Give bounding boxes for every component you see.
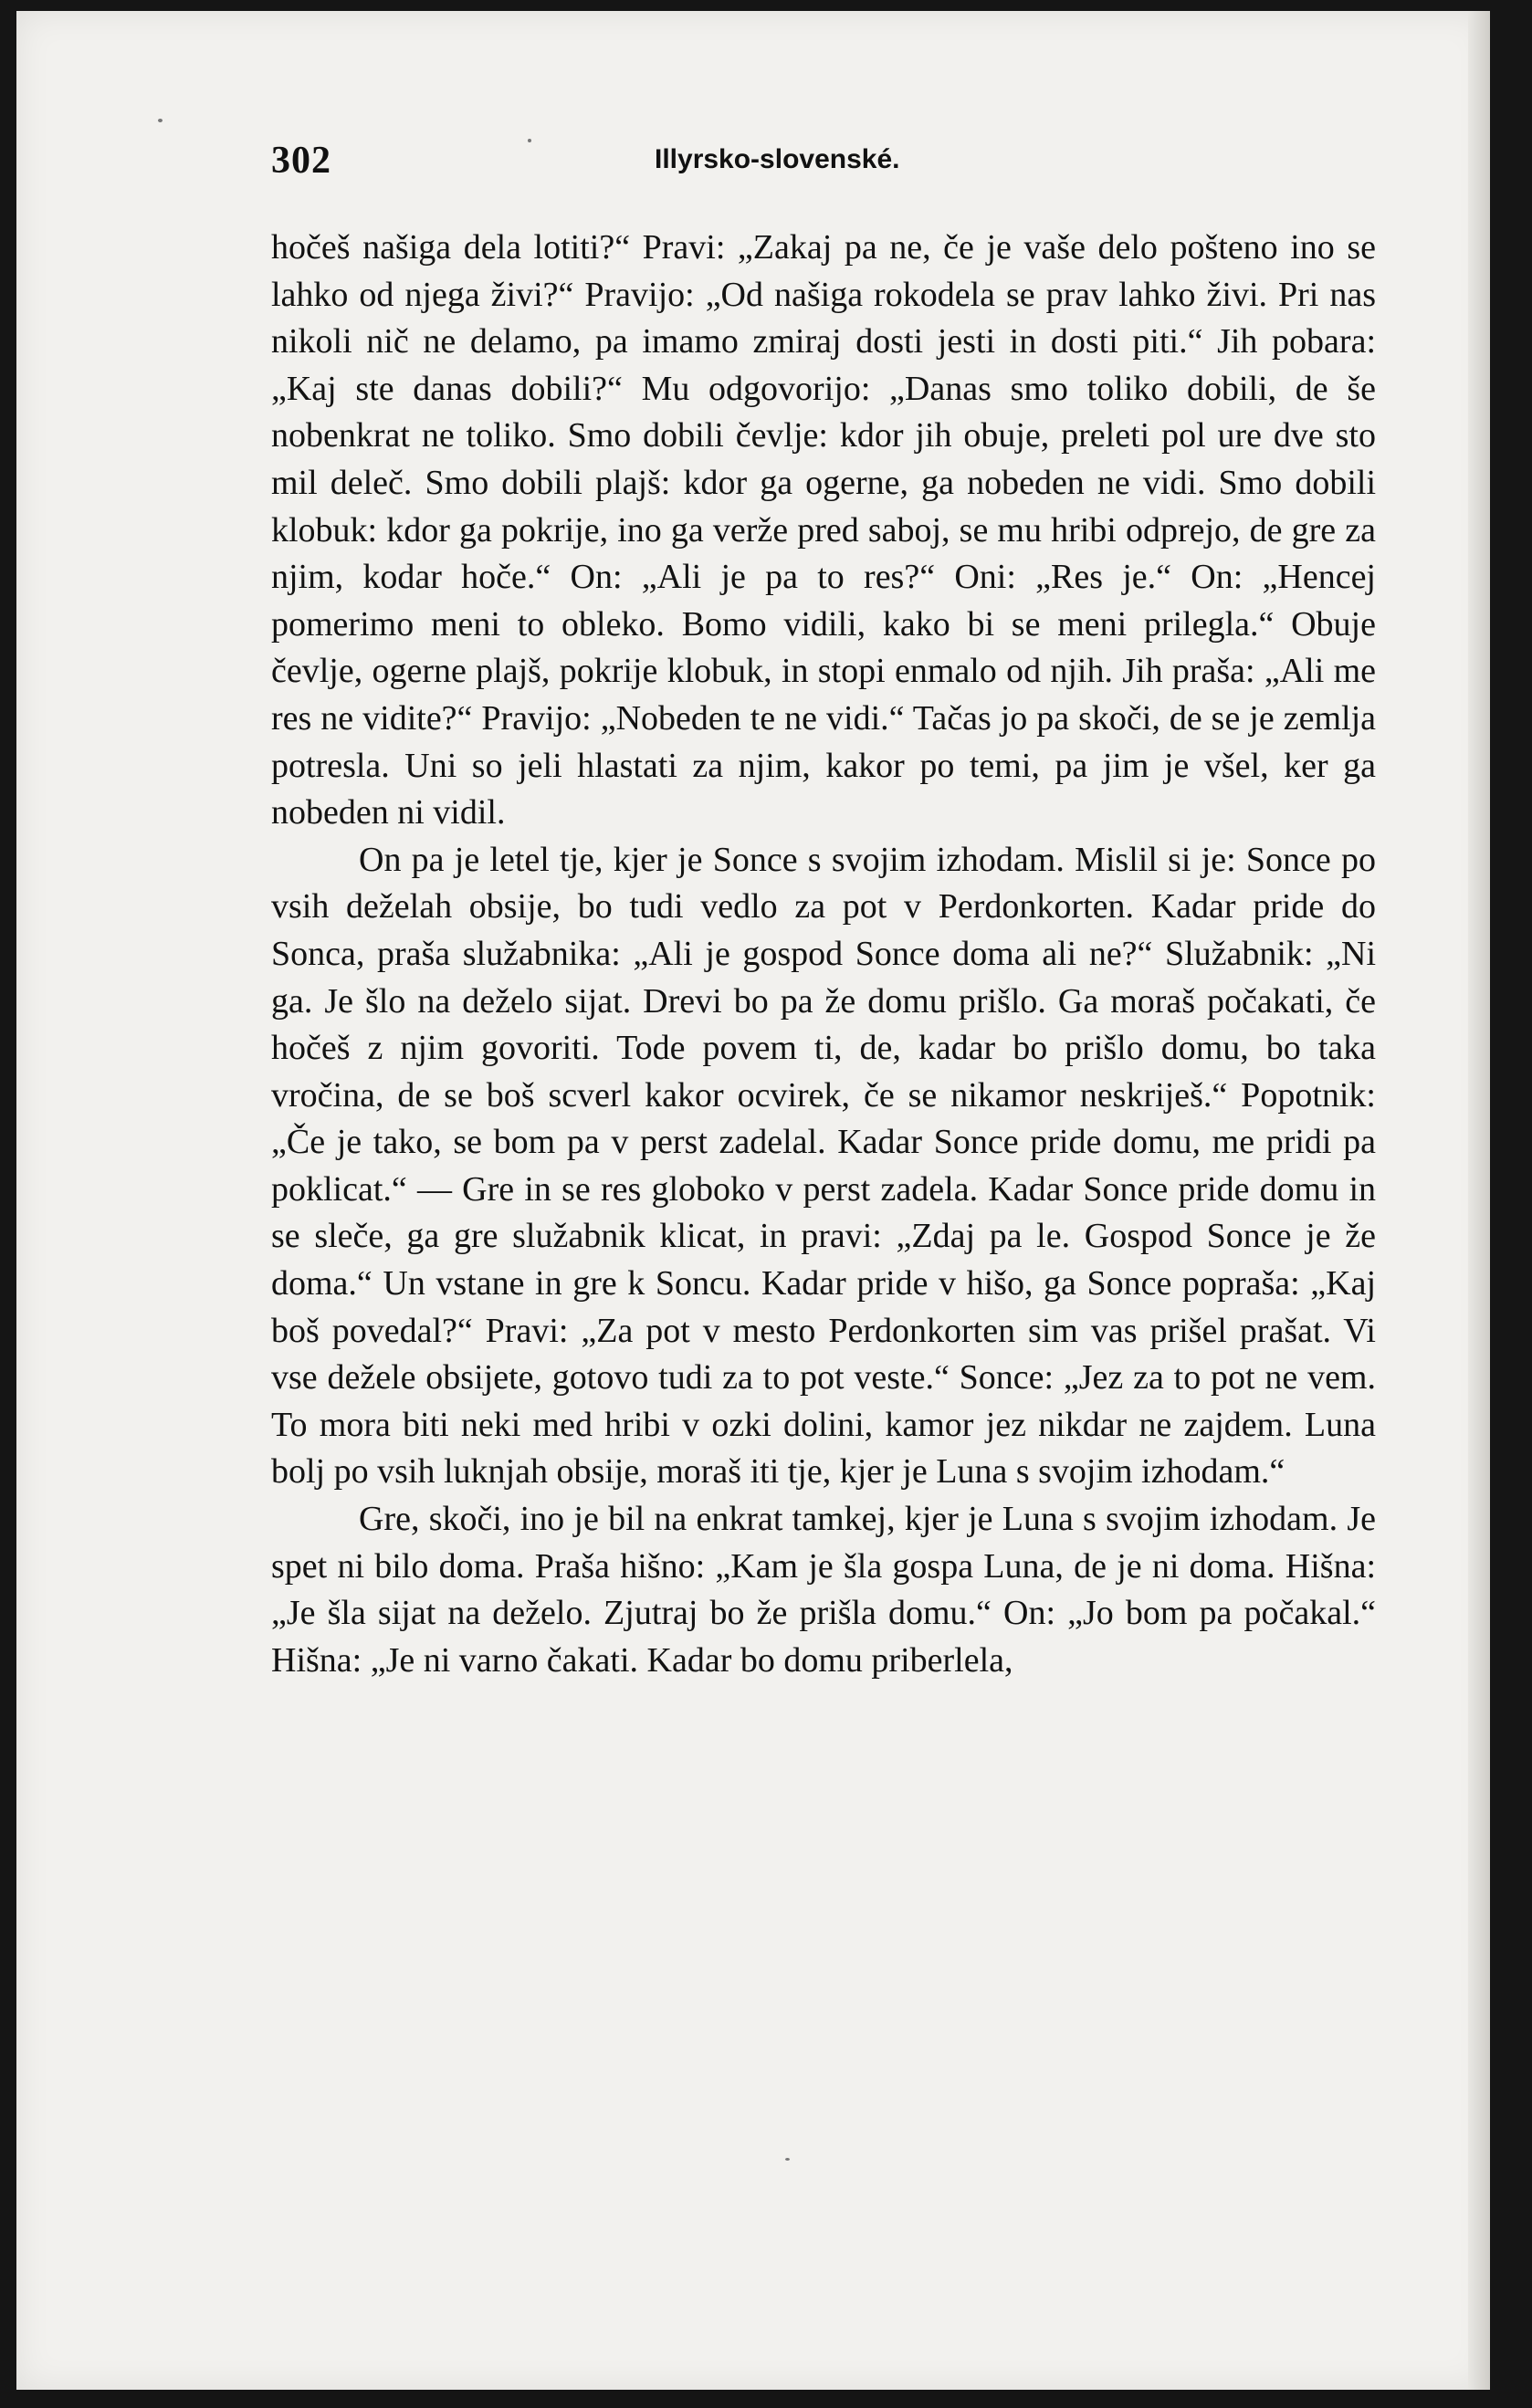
running-title: Illyrsko-slovenské.	[655, 144, 900, 174]
body-text	[271, 225, 1376, 1684]
dust-speck	[785, 2158, 790, 2161]
paragraph-1: hočeš našiga dela lotiti?“ Pravi: „Zakaj pa ne, če je vaše delo pošteno ino se lahko od njega živi?“ Pravijo: „Od našiga rokodela se prav lahko živi. Pri nas nikoli nič ne delamo, pa imamo zmiraj dosti jesti in dosti piti.“ Jih pobara: „Kaj ste danas dobili?“ Mu odgovorijo: „Danas smo toliko dobili, de še nobenkrat ne toliko. Smo dobili čevlje: kdor jih obuje, preleti pol ure dve sto mil deleč. Smo dobili plajš: kdor ga ogerne, ga nobeden ne vidi. Smo dobili klobuk: kdor ga pokrije, ino ga verže pred saboj, se mu hribi odprejo, de gre za njim, kodar hoče.“ On: „Ali je pa to res?“ Oni: „Res je.“ On: „Hencej pomerimo meni to obleko. Bomo vidili, kako bi se meni prilegla.“ Obuje čevlje, ogerne plajš, pokrije klobuk, in stopi enmalo od njih. Jih praša: „Ali me res ne vidite?“ Pravijo: „Nobeden te ne vidi.“ Tačas jo pa skoči, de se je zemlja potresla. Uni so jeli hlastati za njim, kakor po temi, pa jim je všel, ker ga nobeden ni vidil.	[271, 228, 1376, 832]
page-number: 302	[271, 140, 331, 182]
dust-speck	[158, 119, 163, 122]
paragraph-3: Gre, skoči, ino je bil na enkrat tamkej, kjer je Luna s svojim izhodam. Je spet ni bilo doma. Praša hišno: „Kam je šla gospa Luna, de je ni doma. Hišna: „Je šla sijat na deželo. Zjutraj bo že prišla domu.“ On: „Jo bom pa počakal.“ Hišna: „Je ni varno čakati. Kadar bo domu priberlela,	[271, 1500, 1376, 1680]
paragraph-2: On pa je letel tje, kjer je Sonce s svojim izhodam. Mislil si je: Sonce po vsih deželah obsije, bo tudi vedlo za pot v Perdonkorten. Kadar pride do Sonca, praša služabnika: „Ali je gospod Sonce doma ali ne?“ Služabnik: „Ni ga. Je šlo na deželo sijat. Drevi bo pa že domu prišlo. Ga moraš počakati, če hočeš z njim govoriti. Tode povem ti, de, kadar bo prišlo domu, bo taka vročina, de se boš scverl kakor ocvirek, če se nikamor neskriješ.“ Popotnik: „Če je tako, se bom pa v perst zadelal. Kadar Sonce pride domu, me pridi pa poklicat.“ — Gre in se res globoko v perst zadela. Kadar Sonce pride domu in se sleče, ga gre služabnik klicat, in pravi: „Zdaj pa le. Gospod Sonce je že doma.“ Un vstane in gre k Soncu. Kadar pride v hišo, ga Sonce popraša: „Kaj boš povedal?“ Pravi: „Za pot v mesto Perdonkorten sim vas prišel prašat. Vi vse dežele obsijete, gotovo tudi za to pot veste.“ Sonce: „Jez za to pot ne vem. To mora biti neki med hribi v ozki dolini, kamor jez nikdar ne zajdem. Luna bolj po vsih luknjah obsije, moraš iti tje, kjer je Luna s svojim izhodam.“	[271, 840, 1376, 1492]
page-header	[271, 139, 1376, 194]
page-edge-shadow	[1468, 11, 1490, 2390]
